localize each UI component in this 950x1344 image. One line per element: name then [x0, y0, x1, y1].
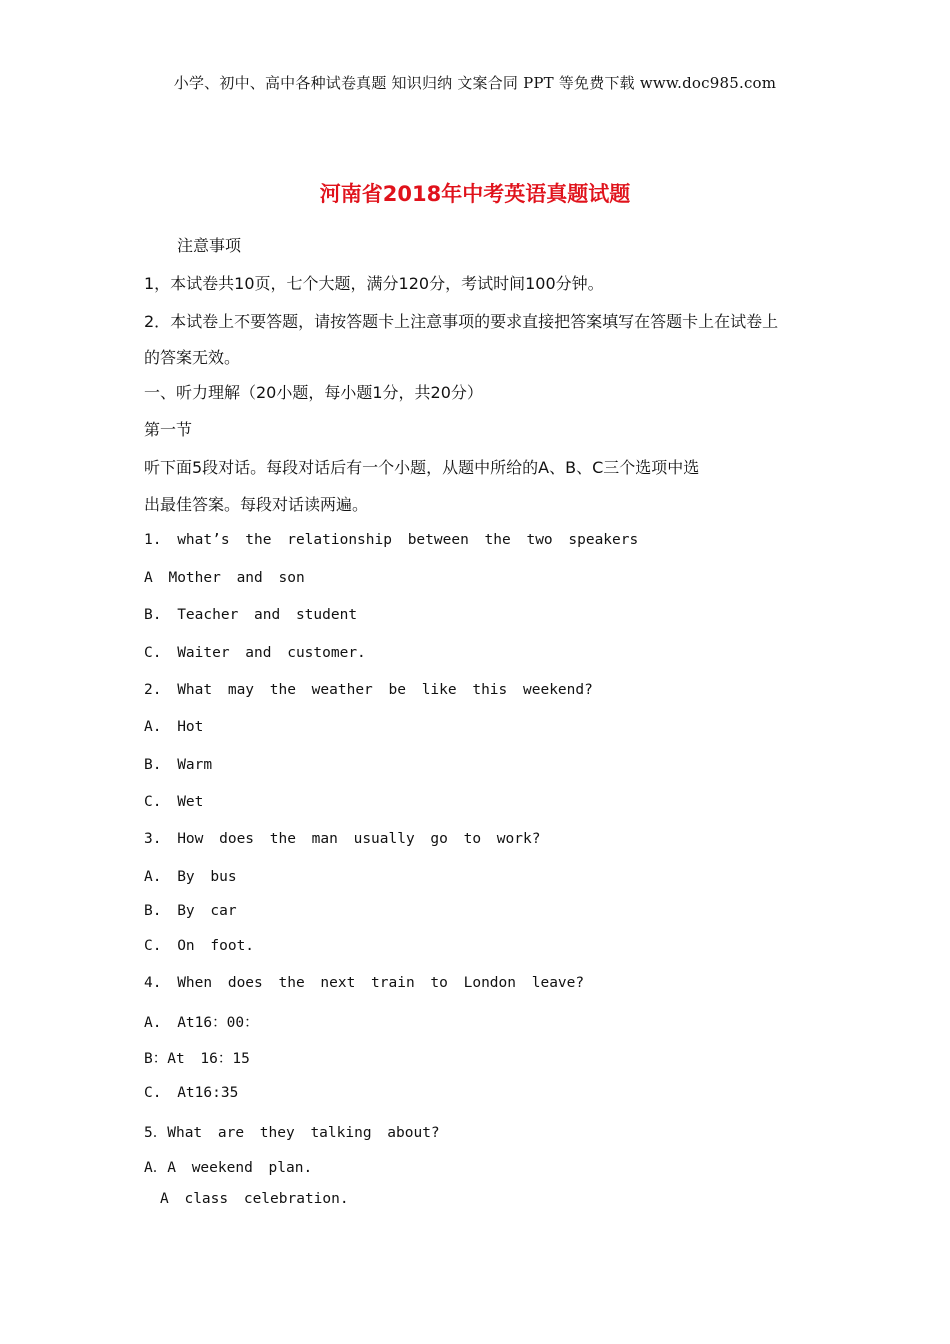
page-title: 河南省2018年中考英语真题试题	[319, 182, 631, 206]
question-4-option-b: B：At 16：15	[144, 1051, 250, 1067]
question-1-option-c: C. Waiter and customer.	[144, 645, 366, 661]
notice-item-1: 1，本试卷共10页，七个大题，满分120分，考试时间100分钟。	[144, 274, 604, 293]
question-2-option-c: C. Wet	[144, 794, 204, 810]
section-heading-listening: 一、听力理解（20小题，每小题1分，共20分）	[144, 383, 483, 402]
question-1-option-b: B. Teacher and student	[144, 607, 358, 623]
question-2-stem: 2. What may the weather be like this weekend?	[144, 682, 593, 698]
question-2-option-b: B. Warm	[144, 757, 213, 773]
question-3-option-b: B. By car	[144, 903, 237, 919]
question-2-option-a: A. Hot	[144, 719, 204, 735]
question-5-option-a: A．A weekend plan.	[144, 1160, 313, 1176]
question-1-stem: 1. what’s the relationship between the two speakers	[144, 532, 639, 548]
question-5-option-b: A class celebration.	[160, 1191, 349, 1207]
section-instruction-line-1: 听下面5段对话。每段对话后有一个小题，从题中所给的A、B、C三个选项中选	[144, 458, 700, 477]
question-4-stem: 4. When does the next train to London leave?	[144, 975, 585, 991]
question-3-option-a: A. By bus	[144, 869, 237, 885]
page-header-banner: 小学、初中、高中各种试卷真题 知识归纳 文案合同 PPT 等免费下载 www.doc985.com	[173, 74, 777, 92]
notice-item-2-line-1: 2．本试卷上不要答题，请按答题卡上注意事项的要求直接把答案填写在答题卡上在试卷上	[144, 312, 779, 331]
section-instruction-line-2: 出最佳答案。每段对话读两遍。	[144, 495, 369, 514]
question-5-stem: 5．What are they talking about?	[144, 1125, 440, 1141]
notice-item-2-line-2: 的答案无效。	[144, 348, 241, 367]
question-4-option-a: A. At16：00：	[144, 1015, 259, 1031]
question-4-option-c: C. At16:35	[144, 1085, 239, 1101]
section-part-heading: 第一节	[144, 420, 193, 439]
notice-heading: 注意事项	[177, 236, 242, 255]
question-3-option-c: C. On foot.	[144, 938, 255, 954]
question-3-stem: 3. How does the man usually go to work?	[144, 831, 541, 847]
question-1-option-a: A Mother and son	[144, 570, 305, 586]
